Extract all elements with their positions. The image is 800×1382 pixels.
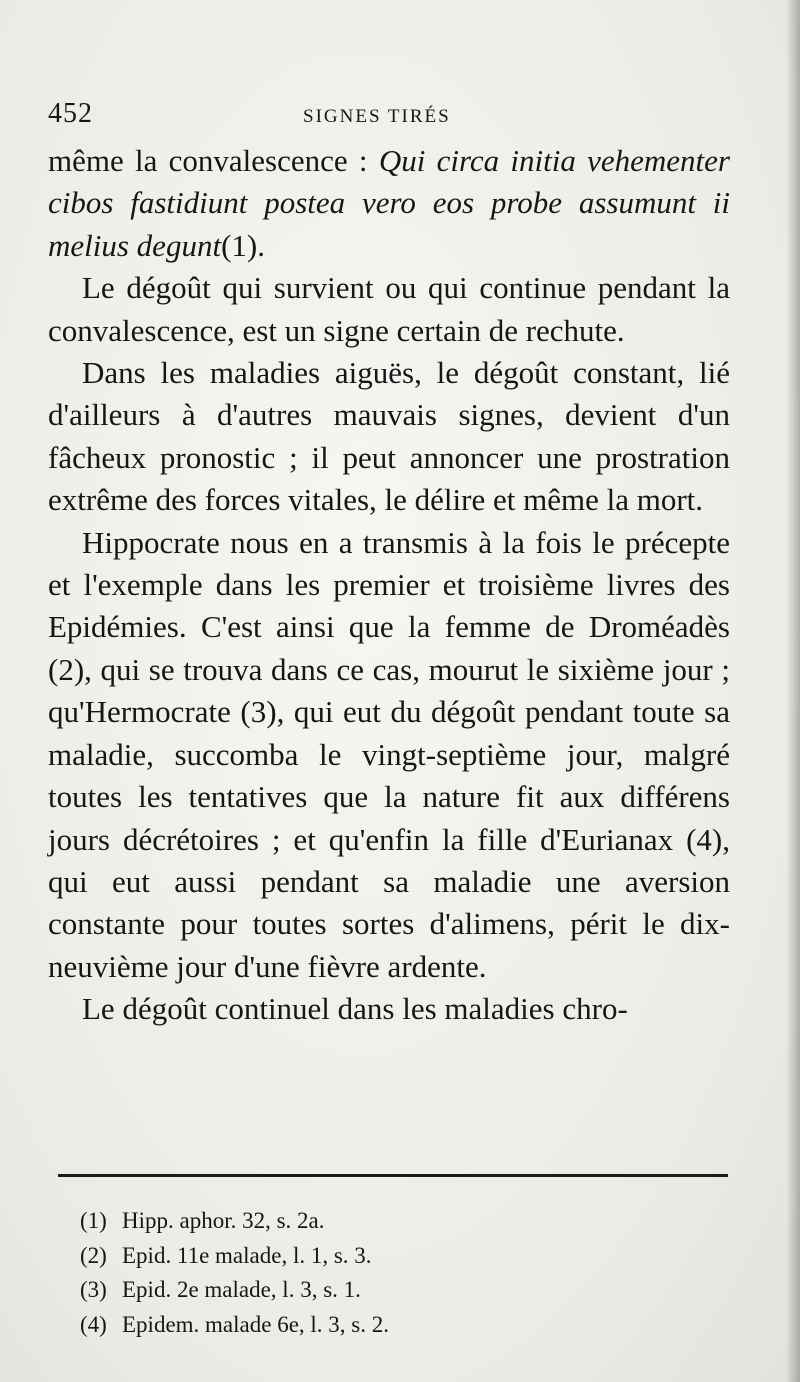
footnote-text: Epid. 2e malade, l. 3, s. 1. [122,1277,361,1302]
footnote-3 [80,1273,680,1308]
running-head: SIGNES TIRÉS [303,106,451,127]
footnote-ref: (4) [80,1311,107,1337]
footnote-text: Epid. 11e malade, l. 1, s. 3. [122,1242,372,1268]
footnote-ref: (2) [80,1242,107,1268]
footnote-text: Hipp. aphor. 32, s. 2a. [122,1208,325,1233]
paragraph-1 [48,140,730,267]
footnotes [80,1204,680,1342]
footnote-4 [80,1308,680,1343]
paragraph-1-start: même la convalescence : [48,143,379,178]
footnote-rule [58,1174,728,1177]
footnote-ref: (3) [80,1277,107,1302]
body-text [48,140,730,1031]
footnote-2 [80,1239,680,1274]
paragraph-1-end: (1). [221,227,265,263]
page-header [48,98,708,138]
latin-quotation: Qui circa initia vehementer cibos fastidiunt postea vero eos probe assumunt ii melius degunt [48,143,730,263]
page-edge-shadow [786,0,800,1382]
page-number: 452 [48,98,93,129]
paragraph-4: Hippocrate nous en a transmis à la fois le précepte et l'exemple dans les premier et troisième livres des Epidémies. C'est ainsi que la femme de Droméadès (2), qui se trouva dans ce cas, mourut le sixième jour ; qu'Hermocrate (3), qui eut du dégoût pendant toute sa maladie, succomba le vingt-septième jour, malgré toutes les tentatives que la nature fit aux différens jours décrétoires ; et qu'enfin la fille d'Eurianax (4), qui eut aussi pendant sa maladie une aversion constante pour toutes sortes d'alimens, périt le dix-neuvième jour d'une fièvre ardente. [48,524,730,984]
footnote-text: Epidem. malade 6e, l. 3, s. 2. [122,1311,389,1337]
paragraph-5: Le dégoût continuel dans les maladies chro- [82,991,628,1027]
footnote-1 [80,1204,680,1239]
footnote-ref: (1) [80,1208,107,1233]
paragraph-2: Le dégoût qui survient ou qui continue pendant la convalescence, est un signe certain de rechute. [48,270,730,348]
paragraph-3: Dans les maladies aiguës, le dégoût constant, lié d'ailleurs à d'autres mauvais signes, devient d'un fâcheux pronostic ; il peut annoncer une prostration extrême des forces vitales, le délire et même la mort. [48,355,730,518]
